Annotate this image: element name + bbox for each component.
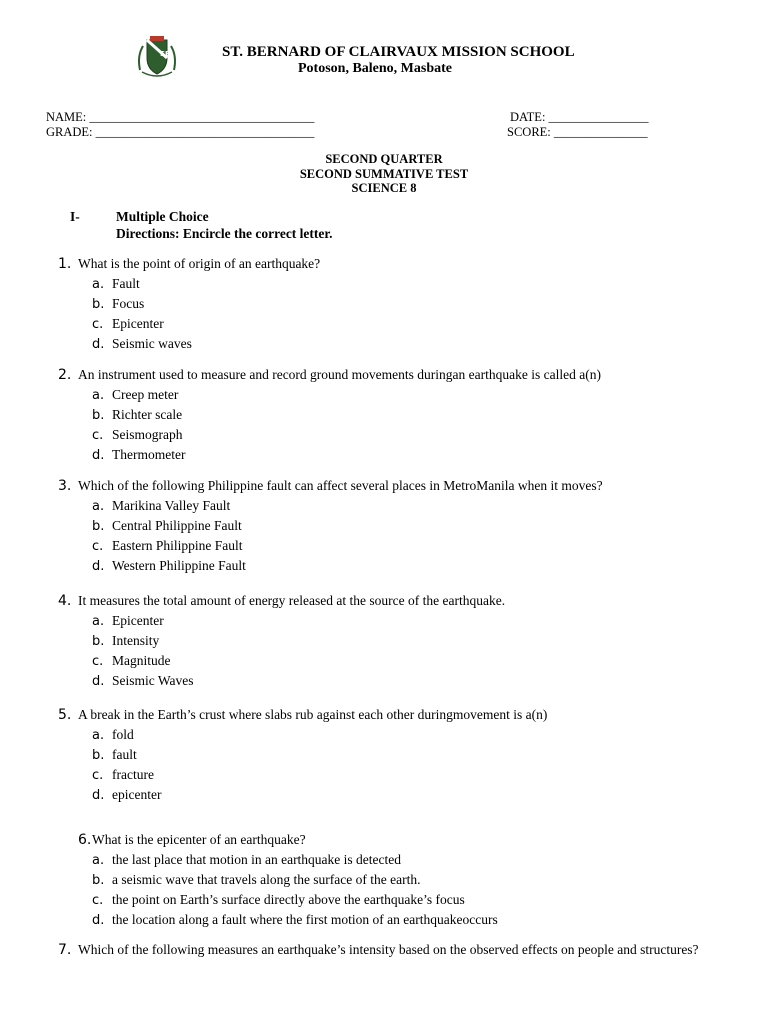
option-letter[interactable]: d. [92,337,105,352]
option-b[interactable] [92,294,722,314]
option-letter[interactable]: a. [92,388,105,403]
question-text: A break in the Earth’s crust where slabs rub against each other duringmovement is a(n) [78,707,548,722]
option-text: Seismic Waves [112,673,194,688]
option-text: Central Philippine Fault [112,518,242,533]
option-text: Focus [112,296,145,311]
name-field[interactable]: NAME: ____________________________________ [46,110,315,124]
question-number: 7. [58,942,72,958]
option-letter[interactable]: d. [92,913,105,928]
logo-text: SBI [160,50,173,58]
option-b[interactable] [92,870,722,890]
question-3 [58,476,722,576]
option-text: Richter scale [112,407,183,422]
question-number: 2. [58,367,72,383]
date-field[interactable]: DATE: ________________ [510,110,649,124]
option-letter[interactable]: b. [92,297,105,312]
option-text: Epicenter [112,316,164,331]
question-6 [58,830,722,930]
option-d[interactable] [92,445,722,465]
grade-field[interactable]: GRADE: ___________________________________ [46,125,315,139]
option-letter[interactable]: a. [92,499,105,514]
option-text: Seismograph [112,427,183,442]
option-c[interactable] [92,536,722,556]
question-text: Which of the following Philippine fault can affect several places in MetroManila when it moves? [78,478,603,493]
option-d[interactable] [92,910,722,930]
option-letter[interactable]: b. [92,408,105,423]
option-c[interactable] [92,765,722,785]
score-field[interactable]: SCORE: _______________ [507,125,648,139]
question-5 [58,705,722,805]
option-a[interactable] [92,725,722,745]
question-number: 4. [58,593,72,609]
section-number: I- [70,209,80,224]
option-text: Western Philippine Fault [112,558,246,573]
question-7 [58,940,722,960]
question-text: Which of the following measures an earthquake’s intensity based on the observed effects on people and structures? [78,942,699,957]
option-a[interactable] [92,850,722,870]
option-d[interactable] [92,556,722,576]
option-letter[interactable]: c. [92,768,104,783]
section-directions: Directions: Encircle the correct letter. [116,226,333,241]
option-text: the location along a fault where the first motion of an earthquakeoccurs [112,912,498,927]
option-text: Fault [112,276,140,291]
option-text: Magnitude [112,653,171,668]
option-text: epicenter [112,787,162,802]
option-a[interactable] [92,385,722,405]
option-text: Creep meter [112,387,179,402]
option-a[interactable] [92,611,722,631]
option-letter[interactable]: b. [92,634,105,649]
question-number: 6. [78,832,92,848]
option-text: Marikina Valley Fault [112,498,231,513]
option-a[interactable] [92,274,722,294]
option-d[interactable] [92,671,722,691]
option-b[interactable] [92,516,722,536]
option-letter[interactable]: c. [92,893,104,908]
option-letter[interactable]: a. [92,277,105,292]
option-text: Intensity [112,633,160,648]
option-letter[interactable]: d. [92,674,105,689]
school-seal-icon [134,34,180,80]
option-letter[interactable]: d. [92,448,105,463]
option-text: Eastern Philippine Fault [112,538,243,553]
option-c[interactable] [92,651,722,671]
option-text: fold [112,727,134,742]
option-c[interactable] [92,314,722,334]
option-letter[interactable]: d. [92,559,105,574]
option-letter[interactable]: a. [92,728,105,743]
option-b[interactable] [92,405,722,425]
option-text: a seismic wave that travels along the surface of the earth. [112,872,421,887]
option-letter[interactable]: b. [92,519,105,534]
option-letter[interactable]: c. [92,539,104,554]
option-letter[interactable]: c. [92,428,104,443]
option-a[interactable] [92,496,722,516]
question-text: What is the epicenter of an earthquake? [92,832,306,847]
school-address: Potoson, Baleno, Masbate [298,61,452,76]
question-number: 3. [58,478,72,494]
question-1 [58,254,722,354]
option-text: Thermometer [112,447,186,462]
option-letter[interactable]: b. [92,873,105,888]
question-number: 5. [58,707,72,723]
option-text: the point on Earth’s surface directly above the earthquake’s focus [112,892,465,907]
question-4 [58,591,722,691]
option-text: fault [112,747,137,762]
question-2 [58,365,722,465]
subject-title: SCIENCE 8 [351,181,417,195]
test-title: SECOND SUMMATIVE TEST [299,167,469,181]
option-text: the last place that motion in an earthquake is detected [112,852,402,867]
option-letter[interactable]: a. [92,853,105,868]
option-letter[interactable]: d. [92,788,105,803]
option-b[interactable] [92,631,722,651]
option-letter[interactable]: c. [92,317,104,332]
option-d[interactable] [92,785,722,805]
option-text: Epicenter [112,613,164,628]
option-d[interactable] [92,334,722,354]
section-title: Multiple Choice [116,209,209,224]
option-text: Seismic waves [112,336,192,351]
option-letter[interactable]: b. [92,748,105,763]
question-text: What is the point of origin of an earthquake? [78,256,321,271]
quarter-title: SECOND QUARTER [325,152,443,166]
option-c[interactable] [92,890,722,910]
option-letter[interactable]: a. [92,614,105,629]
option-b[interactable] [92,745,722,765]
question-text: It measures the total amount of energy released at the source of the earthquake. [78,593,506,608]
question-text: An instrument used to measure and record ground movements duringan earthquake is called a(n) [78,367,601,382]
option-letter[interactable]: c. [92,654,104,669]
school-name: ST. BERNARD OF CLAIRVAUX MISSION SCHOOL [222,44,575,60]
option-c[interactable] [92,425,722,445]
question-number: 1. [58,256,72,272]
option-text: fracture [112,767,154,782]
